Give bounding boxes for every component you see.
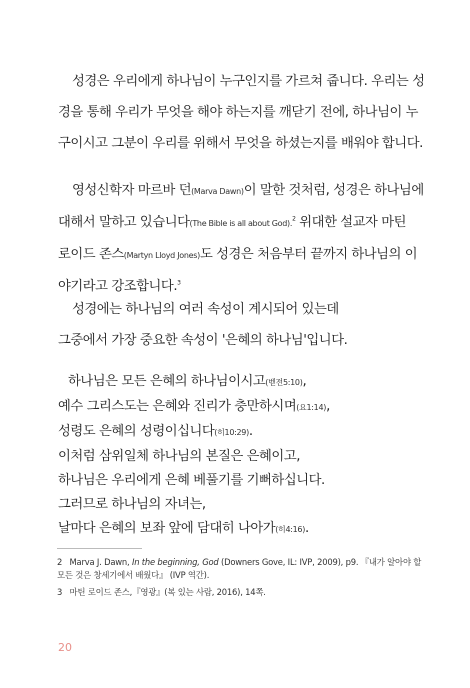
p2-l3-english: (Martyn Lloyd Jones)	[123, 251, 200, 260]
p2-l3-text-c: 도 성경은 처음부터 끝까지 하나님의 이	[199, 247, 418, 262]
scripture-ref-3: (히10:29)	[214, 428, 249, 437]
p2-line-3	[58, 239, 418, 271]
p4-l3-text: 성령도 은혜의 성령이십니다	[58, 424, 215, 439]
paragraph-4	[58, 370, 418, 542]
p4-line-2	[58, 395, 418, 420]
scripture-ref-2: (요1:14)	[296, 403, 327, 412]
p4-line-5	[58, 469, 418, 493]
p4-l7-tail: .	[305, 521, 309, 536]
p2-line-2	[58, 207, 418, 239]
p4-line-6	[58, 493, 418, 517]
p4-l1-text: 하나님은 모든 은혜의 하나님이시고	[68, 374, 266, 389]
footnote-2-title: In the beginning, God	[131, 557, 219, 567]
p2-l1-text-a: 영성신학자 마르바 던	[72, 183, 192, 198]
footnote-2-line-2: 모든 것은 창세기에서 배웠다』 (IVP 역간).	[57, 570, 210, 580]
p2-l2-english: (The Bible is all about God).	[189, 219, 293, 228]
p2-l1-text-c: 이 말한 것처럼, 성경은 하나님에	[243, 183, 424, 198]
footnote-3-text: 마틴 로이드 존스,『영광』(복 있는 사람, 2016), 14쪽.	[69, 587, 266, 597]
p1-line-3: 구이시고 그분이 우리를 위해서 무엇을 하셨는지를 배워야 합니다.	[58, 136, 423, 151]
footnote-2	[57, 556, 427, 569]
p4-l7-text: 날마다 은혜의 보좌 앞에 담대히 나아가	[58, 521, 276, 536]
paragraph-2	[58, 175, 424, 302]
p1-line-1: 성경은 우리에게 하나님이 누구인지를 가르쳐 줍니다. 우리는 성	[72, 74, 425, 89]
footnote-3	[57, 586, 427, 599]
p4-line-7	[58, 517, 418, 542]
p3-line-1: 성경에는 하나님의 여러 속성이 계시되어 있는데	[72, 302, 339, 317]
footnote-2-publication: (Downers Gove, IL: IVP, 2009), p9. 『내가 알아야 할	[218, 557, 422, 567]
paragraph-3	[58, 294, 418, 356]
p2-l1-english: (Marva Dawn)	[191, 187, 244, 196]
scripture-ref-4: (히4:16)	[275, 525, 306, 534]
p4-line-3	[58, 420, 418, 445]
p4-l5-text: 하나님은 우리에게 은혜 베풀기를 기뻐하십니다.	[58, 473, 325, 488]
p4-l4-text: 이처럼 삼위일체 하나님의 본질은 은혜이고,	[58, 449, 300, 464]
footnote-2-number: 2	[57, 557, 63, 567]
p2-l3-text-a: 로이드 존스	[58, 247, 124, 262]
p2-line-1	[58, 175, 424, 207]
p4-l2-tail: ,	[326, 399, 330, 414]
p2-l2-text-a: 대해서 말하고 있습니다	[58, 215, 190, 230]
footnote-ref-2[interactable]: 2	[292, 215, 296, 223]
scripture-ref-1: (벧전5:10)	[265, 378, 303, 387]
p4-line-4	[58, 445, 418, 469]
footnote-divider	[57, 548, 142, 549]
p4-line-1	[58, 370, 418, 395]
p2-l4-text-a: 야기라고 강조합니다.	[58, 279, 178, 294]
p3-line-2: 그중에서 가장 중요한 속성이 '은혜의 하나님'입니다.	[58, 333, 348, 348]
page-number: 20	[58, 641, 72, 654]
p4-l6-text: 그러므로 하나님의 자녀는,	[58, 497, 206, 512]
footnote-2-author: Marva J. Dawn,	[69, 557, 132, 567]
footnote-ref-3[interactable]: 3	[177, 279, 181, 287]
footnote-3-number: 3	[57, 587, 63, 597]
p4-l1-tail: ,	[302, 374, 307, 389]
p4-l2-text: 예수 그리스도는 은혜와 진리가 충만하시며	[58, 399, 297, 414]
p1-line-2: 경을 통해 우리가 무엇을 해야 하는지를 깨닫기 전에, 하나님이 누	[58, 105, 419, 120]
p4-l3-tail: .	[248, 424, 253, 439]
paragraph-1	[58, 66, 425, 159]
p2-l2-text-c: 위대한 설교자 마틴	[295, 215, 406, 230]
